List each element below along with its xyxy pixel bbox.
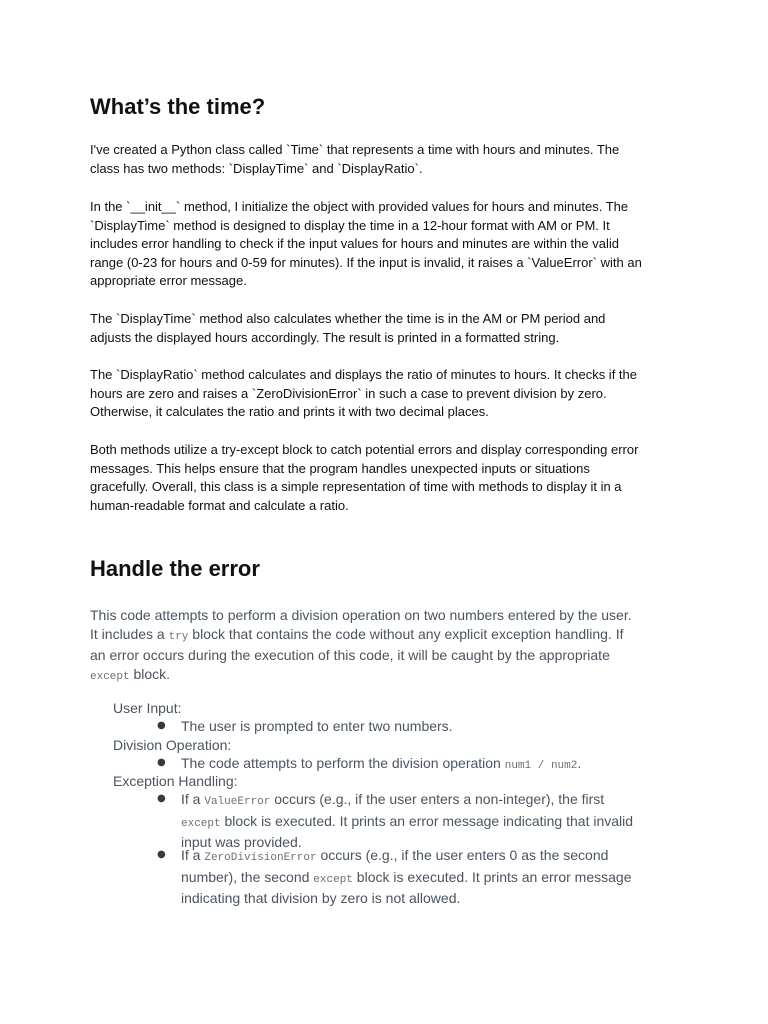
- text-run: block is executed. It prints an error message: [352, 868, 632, 885]
- text-run: If a: [181, 847, 205, 863]
- text-run: The code attempts to perform the division operation: [181, 755, 505, 771]
- text-line: gracefully. Overall, this class is a simple representation of time with methods to display it in a: [90, 479, 622, 494]
- text-line: [181, 812, 633, 834]
- paragraph-time-class-intro: [90, 141, 690, 178]
- list-label-exception-handling: Exception Handling:: [113, 773, 238, 789]
- text-run: block.: [129, 665, 171, 682]
- text-run: .: [577, 755, 582, 771]
- bullet-dot-icon: ●: [157, 793, 166, 804]
- code-try: try: [168, 630, 189, 643]
- paragraph-handle-error-intro: [90, 606, 632, 686]
- bullet-dot-icon: ●: [157, 757, 166, 768]
- text-run: It includes a: [90, 625, 169, 642]
- text-line: hours are zero and raises a `ZeroDivisionError` in such a case to prevent division by zero.: [90, 385, 607, 401]
- text-line: Both methods utilize a try-except block to catch potential errors and display corresponding error: [90, 442, 639, 457]
- text-line: input was provided.: [181, 834, 302, 850]
- text-line: appropriate error message.: [90, 273, 247, 288]
- text-line: includes error handling to check if the input values for hours and minutes are within the valid: [90, 236, 619, 251]
- bullet-valueerror: [181, 790, 633, 852]
- list-label-division-operation: Division Operation:: [113, 737, 232, 753]
- text-line: Otherwise, it calculates the ratio and prints it with two decimal places.: [90, 404, 489, 419]
- text-line: [90, 665, 632, 687]
- text-line: range (0-23 for hours and 0-59 for minutes). If the input is invalid, it raises a `ValueError` with an: [90, 254, 642, 270]
- code-valueerror: ValueError: [204, 796, 271, 808]
- paragraph-init-method: [90, 198, 690, 291]
- text-line: In the `__init__` method, I initialize the object with provided values for hours and minutes. The: [90, 199, 629, 214]
- bullet-zerodivisionerror: [181, 846, 631, 908]
- text-line: [181, 868, 631, 890]
- text-run: number), the second: [181, 868, 314, 885]
- text-run: occurs (e.g., if the user enters 0 as the second: [316, 847, 609, 863]
- text-line: This code attempts to perform a division operation on two numbers entered by the user.: [90, 607, 632, 623]
- list-label-user-input: User Input:: [113, 700, 182, 716]
- paragraph-displayratio: [90, 366, 690, 422]
- text-line: adjusts the displayed hours accordingly. The result is printed in a formatted string.: [90, 329, 560, 345]
- text-line: The `DisplayTime` method also calculates whether the time is in the AM or PM period and: [90, 311, 606, 326]
- text-line: `DisplayTime` method is designed to display the time in a 12-hour format with AM or PM. It: [90, 217, 610, 233]
- text-line: [90, 625, 632, 647]
- code-except: except: [181, 817, 221, 830]
- text-line: human-readable format and calculate a ratio.: [90, 497, 349, 513]
- text-line: The `DisplayRatio` method calculates and displays the ratio of minutes to hours. It checks if the: [90, 367, 637, 382]
- paragraph-displaytime: [90, 310, 690, 347]
- section-title-whats-the-time: What’s the time?: [90, 94, 266, 119]
- text-run: If a: [181, 791, 205, 807]
- text-line: messages. This helps ensure that the program handles unexpected inputs or situations: [90, 460, 590, 476]
- text-line: [181, 846, 631, 868]
- text-line: I've created a Python class called `Time` that represents a time with hours and minutes. The: [90, 142, 620, 157]
- code-zerodivisionerror: ZeroDivisionError: [204, 852, 317, 864]
- code-num1-num2: num1 / num2: [504, 760, 578, 772]
- text-line: an error occurs during the execution of this code, it will be caught by the appropriate: [90, 647, 610, 663]
- section-title-handle-the-error: Handle the error: [90, 556, 260, 581]
- text-run: occurs (e.g., if the user enters a non-integer), the first: [270, 791, 605, 807]
- bullet-dot-icon: ●: [157, 720, 166, 731]
- paragraph-try-except-summary: [90, 441, 690, 515]
- bullet-user-input: The user is prompted to enter two numbers.: [181, 718, 453, 734]
- text-line: [181, 790, 633, 812]
- text-line: class has two methods: `DisplayTime` and `DisplayRatio`.: [90, 160, 423, 176]
- code-except: except: [90, 670, 130, 683]
- code-except: except: [313, 873, 353, 886]
- text-line: indicating that division by zero is not allowed.: [181, 890, 461, 906]
- text-run: block is executed. It prints an error message indicating that invalid: [220, 812, 634, 829]
- bullet-dot-icon: ●: [157, 849, 166, 860]
- text-run: block that contains the code without any explicit exception handling. If: [188, 625, 624, 642]
- bullet-division-operation: [181, 754, 581, 776]
